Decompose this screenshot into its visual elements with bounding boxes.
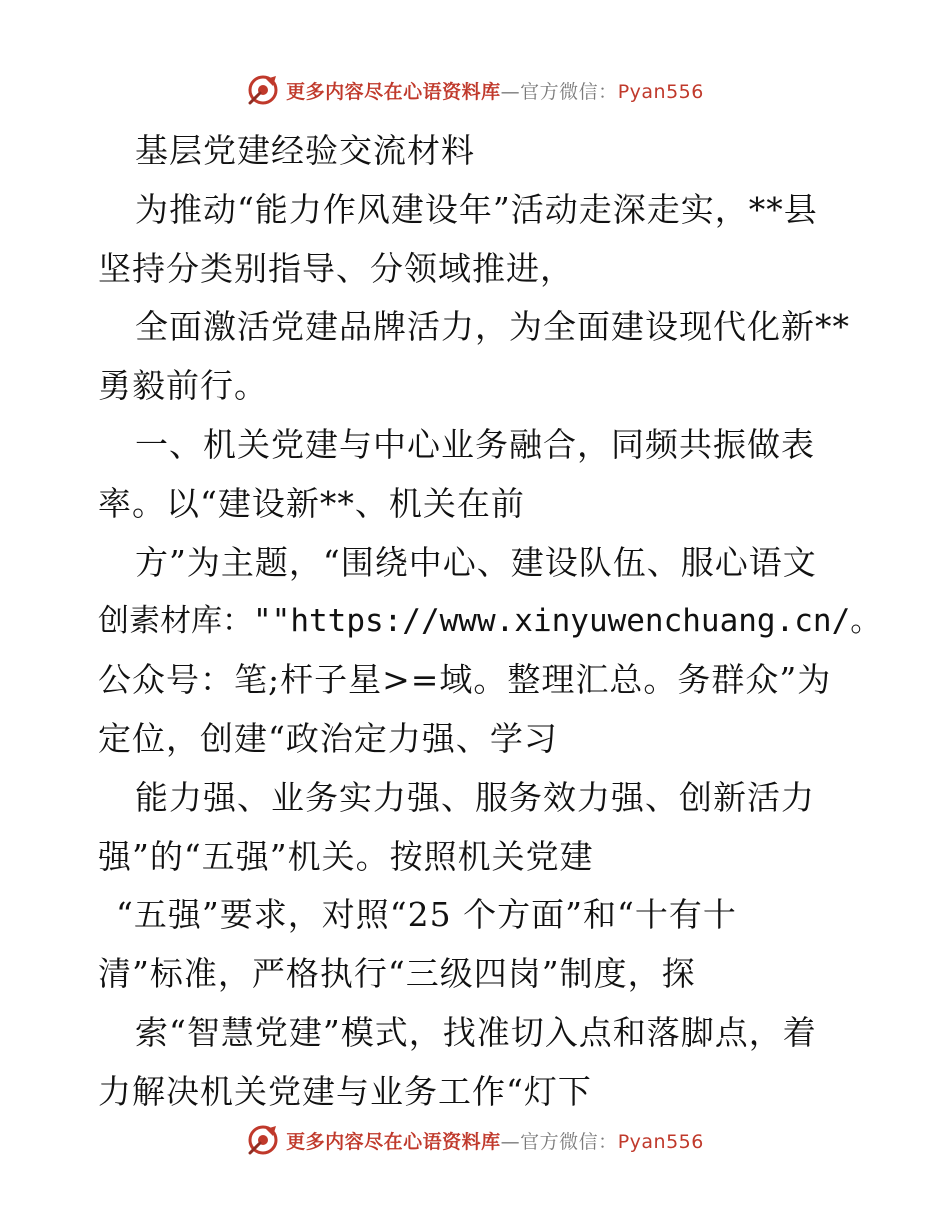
pen-logo-icon bbox=[246, 73, 280, 107]
banner-text bbox=[286, 1127, 704, 1154]
footer-watermark-banner bbox=[0, 1120, 950, 1160]
banner-official-label: 官方微信： bbox=[520, 1130, 618, 1153]
paragraph-line: 索“智慧党建”模式，找准切入点和落脚点，着 bbox=[135, 1012, 817, 1052]
banner-wechat-id: Pyan556 bbox=[617, 80, 704, 103]
paragraph-line: 清”标准，严格执行“三级四岗”制度，探 bbox=[98, 954, 696, 994]
banner-dash: — bbox=[500, 80, 521, 103]
paragraph-line: 能力强、业务实力强、服务效力强、创新活力 bbox=[135, 777, 815, 817]
paragraph-line: 全面激活党建品牌活力，为全面建设现代化新** bbox=[135, 307, 850, 347]
banner-text bbox=[286, 77, 704, 104]
banner-main-text: 更多内容尽在心语资料库 bbox=[286, 1130, 501, 1153]
paragraph-line: 为推动“能力作风建设年”活动走深走实，**县 bbox=[135, 189, 818, 229]
paragraph-line: 率。以“建设新**、机关在前 bbox=[98, 483, 525, 523]
paragraph-line: 公众号：笔;杆子星>=域。整理汇总。务群众”为 bbox=[98, 660, 832, 700]
pen-logo-icon bbox=[246, 1123, 280, 1157]
banner-official-label: 官方微信： bbox=[520, 80, 618, 103]
paragraph-line: 定位，创建“政治定力强、学习 bbox=[98, 718, 558, 758]
banner-main-text: 更多内容尽在心语资料库 bbox=[286, 80, 501, 103]
banner-dash: — bbox=[500, 1130, 521, 1153]
document-title: 基层党建经验交流材料 bbox=[135, 131, 475, 170]
paragraph-line: “五强”要求，对照“25 个方面”和“十有十 bbox=[116, 895, 737, 935]
paragraph-line: 坚持分类别指导、分领域推进， bbox=[98, 248, 574, 288]
paragraph-line-url: 创素材库：""https://www.xinyuwenchuang.cn/。 bbox=[98, 603, 882, 640]
banner-wechat-id: Pyan556 bbox=[617, 1130, 704, 1153]
header-watermark-banner bbox=[0, 70, 950, 110]
paragraph-line: 力解决机关党建与业务工作“灯下 bbox=[98, 1071, 592, 1111]
paragraph-line: 强”的“五强”机关。按照机关党建 bbox=[98, 836, 594, 876]
paragraph-line: 勇毅前行。 bbox=[98, 366, 268, 406]
section-heading-line: 一、机关党建与中心业务融合，同频共振做表 bbox=[135, 424, 815, 464]
paragraph-line: 方”为主题，“围绕中心、建设队伍、服心语文 bbox=[135, 542, 817, 582]
document-body bbox=[98, 122, 882, 1122]
